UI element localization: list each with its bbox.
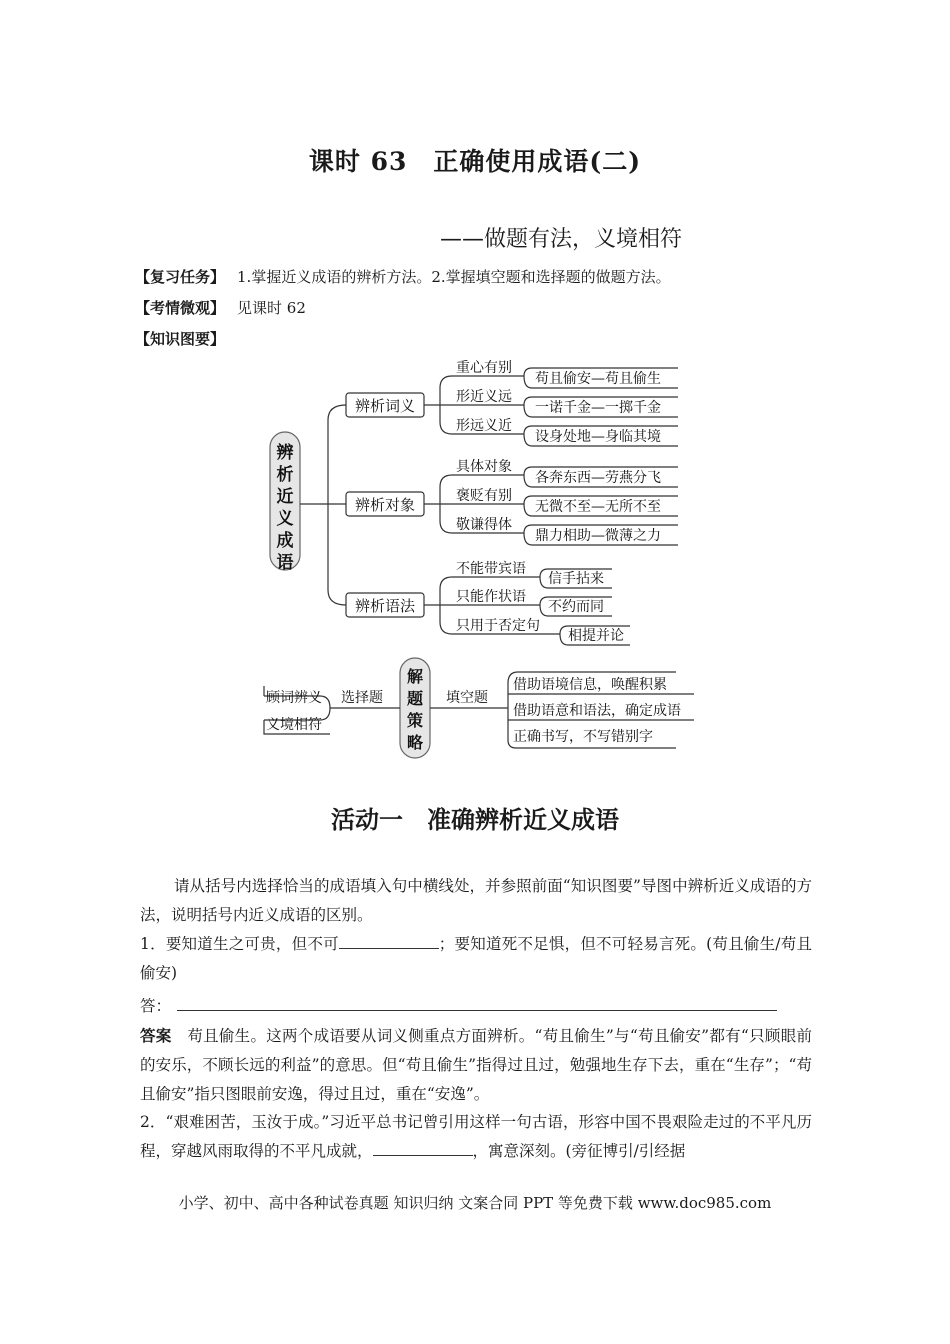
exam-view-text: 见课时 62 xyxy=(237,299,306,317)
root2-char: 策 xyxy=(406,711,424,730)
question-2-blank[interactable] xyxy=(373,1141,473,1156)
right-branch-label: 填空题 xyxy=(446,690,488,706)
sub-label: 形远义近 xyxy=(456,418,512,434)
sub-label: 重心有别 xyxy=(456,360,512,376)
root2-char: 略 xyxy=(406,733,424,752)
question-1-text-b: ；要知道死不足惧，但不可轻易言死。(苟且偷生/苟且偷安) xyxy=(140,935,812,982)
right-item: 借助语意和语法，确定成语 xyxy=(513,703,681,719)
example-text: 信手拈来 xyxy=(548,571,604,587)
example-text: 相提并论 xyxy=(568,628,624,644)
question-2-text-a: 2．“艰难困苦，玉汝于成。”习近平总书记曾引用这样一句古语，形容中国不畏艰险走过的不平凡历程，穿越风雨取得的不平凡成就， xyxy=(140,1113,812,1160)
example-text: 鼎力相助—微薄之力 xyxy=(535,528,661,544)
root-char: 析 xyxy=(276,465,294,485)
example-text: 无微不至—无所不至 xyxy=(535,499,661,515)
root-char: 辨 xyxy=(276,443,294,463)
root2-char: 解 xyxy=(406,667,424,686)
left-item: 顾词辨义 xyxy=(266,690,322,706)
question-2 xyxy=(140,1108,812,1166)
example-text: 一诺千金—一掷千金 xyxy=(535,400,661,416)
review-task-text: 1.掌握近义成语的辨析方法。2.掌握填空题和选择题的做题方法。 xyxy=(237,268,671,286)
right-item: 借助语境信息，唤醒积累 xyxy=(513,677,667,693)
example-text: 设身处地—身临其境 xyxy=(535,429,661,445)
question-1-blank[interactable] xyxy=(339,934,439,949)
exam-view-label: 【考情微观】 xyxy=(135,299,226,317)
root-char: 语 xyxy=(276,553,294,573)
sub-label: 具体对象 xyxy=(456,459,512,475)
review-task-label: 【复习任务】 xyxy=(135,268,226,286)
branch-label: 辨析语法 xyxy=(354,597,416,615)
sub-label: 形近义远 xyxy=(456,389,512,405)
section-title: 活动一 准确辨析近义成语 xyxy=(331,805,619,834)
root2-char: 题 xyxy=(406,689,424,708)
example-text: 不约而同 xyxy=(548,599,604,615)
page-footer: 小学、初中、高中各种试卷真题 知识归纳 文案合同 PPT 等免费下载 www.doc985.com xyxy=(178,1194,772,1212)
example-text: 各奔东西—劳燕分飞 xyxy=(535,470,661,486)
sub-label: 只能作状语 xyxy=(456,589,526,605)
answer-paragraph xyxy=(140,1021,812,1109)
sub-label: 只用于否定句 xyxy=(456,618,540,634)
answer-prompt-row xyxy=(140,992,812,1021)
answer-line[interactable] xyxy=(177,996,777,1011)
question-1-text-a: 1．要知道生之可贵，但不可 xyxy=(140,935,339,953)
page-title: 课时 63 正确使用成语(二) xyxy=(308,147,642,176)
intro-paragraph: 请从括号内选择恰当的成语填入句中横线处，并参照前面“知识图要”导图中辨析近义成语的方法，说明括号内近义成语的区别。 xyxy=(140,877,812,924)
question-1 xyxy=(140,930,812,988)
question-2-text-b: ，寓意深刻。(旁征博引/引经据 xyxy=(472,1142,686,1160)
page-subtitle: ——做题有法，义境相符 xyxy=(440,227,683,252)
sub-label: 敬谦得体 xyxy=(456,517,512,533)
knowledge-map-label: 【知识图要】 xyxy=(135,330,226,348)
root-char: 成 xyxy=(276,531,294,551)
left-item: 义境相符 xyxy=(266,717,322,733)
answer-prompt: 答： xyxy=(140,997,172,1015)
right-item: 正确书写，不写错别字 xyxy=(513,729,653,745)
root-char: 义 xyxy=(276,509,294,529)
sub-label: 不能带宾语 xyxy=(456,561,526,577)
example-text: 苟且偷安—苟且偷生 xyxy=(535,371,661,387)
branch-label: 辨析对象 xyxy=(354,496,416,514)
branch-label: 辨析词义 xyxy=(354,397,416,415)
left-branch-label: 选择题 xyxy=(341,690,383,706)
root-char: 近 xyxy=(276,487,294,507)
answer-text: 苟且偷生。这两个成语要从词义侧重点方面辨析。“苟且偷生”与“苟且偷安”都有“只顾眼前的安乐，不顾长远的利益”的意思。但“苟且偷生”指得过且过，勉强地生存下去，重在“生存”；“苟且偷安”指只图眼前安逸，得过且过，重在“安逸”。 xyxy=(140,1027,812,1103)
answer-label: 答案 xyxy=(140,1026,172,1045)
sub-label: 褒贬有别 xyxy=(456,488,512,504)
